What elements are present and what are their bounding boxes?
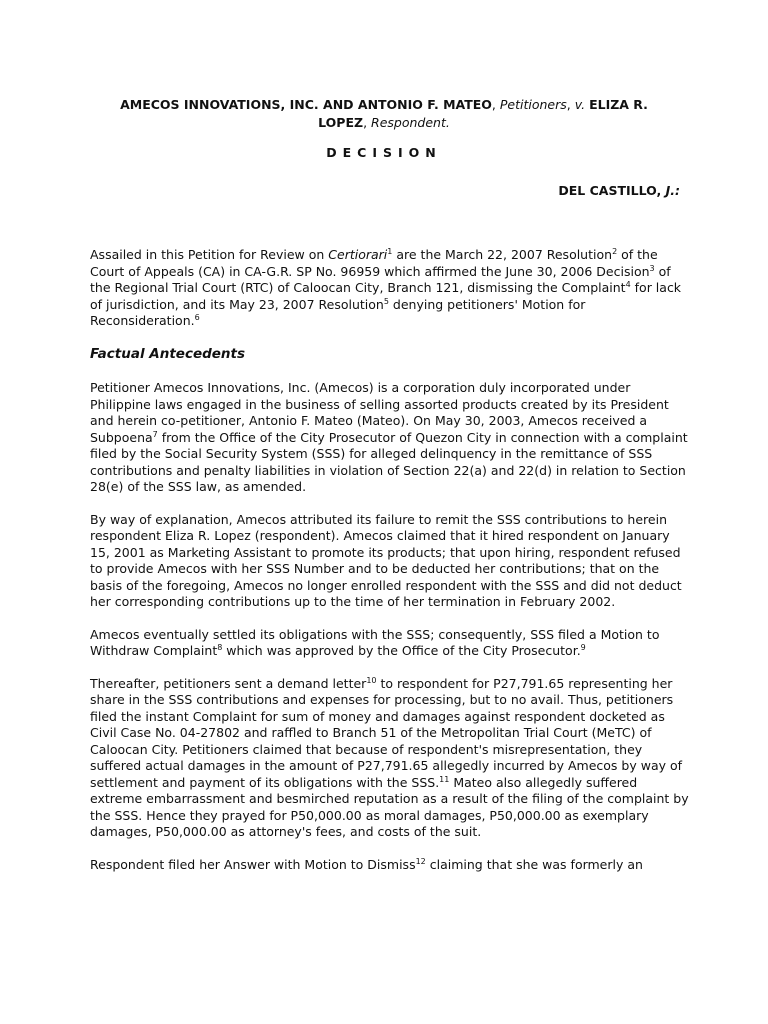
footnote-ref: 12 — [415, 856, 426, 866]
footnote-ref: 6 — [194, 312, 200, 322]
paragraph-4: Amecos eventually settled its obligations with the SSS; consequently, SSS filed a Motion to Withdraw Complaint$^8$ which was approved by the Office of the City Prosecutor.$^9$ — [90, 626, 660, 658]
respondent-name-last: LOPEZ — [318, 115, 364, 130]
footnote-ref: 4 — [625, 279, 631, 289]
paragraph-6: Respondent filed her Answer with Motion to Dismiss$^{12}$ claiming that she was formerly an — [90, 856, 643, 872]
paragraph-2: Petitioner Amecos Innovations, Inc. (Amecos) is a corporation duly incorporated under Philippine laws engaged in the business of selling assorted products created by its President and herein co-petitioner, Antonio F. Mateo (Mateo). On May 30, 2003, Amecos received a Subpoena$^7$ from the Office of the City Prosecutor of Quezon City in connection with a complaint filed by the Social Security System (SSS) for alleged delinquency in the remittance of SSS contributions and penalty liabilities in violation of Section 22(a) and 22(d) in relation to Section 28(e) of the SSS law, as amended. — [90, 380, 688, 494]
section-heading-factual-antecedents: Factual Antecedents — [90, 345, 246, 362]
footnote-ref: 5 — [383, 296, 389, 306]
footnote-ref: 11 — [439, 774, 450, 784]
footnote-ref: 3 — [649, 263, 655, 273]
footnote-ref: 1 — [387, 246, 393, 256]
paragraph-3: By way of explanation, Amecos attributed its failure to remit the SSS contributions to herein respondent Eliza R. Lopez (respondent). Amecos claimed that it hired respondent on January 15, 2001 as Marketing Assistant to promote its products; that upon hiring, respondent refused to provide Amecos with her SSS Number and to be deducted her contributions; that on the basis of the foregoing, Amecos no longer enrolled respondent with the SSS and did not deduct her corresponding contributions up to the time of her termination in February 2002. — [90, 511, 682, 609]
footnote-ref: 2 — [612, 246, 618, 256]
ponente — [558, 183, 680, 198]
decision-body — [90, 247, 690, 889]
footnote-ref: 10 — [366, 675, 377, 685]
footnote-ref: 8 — [217, 642, 223, 652]
paragraph-1: Assailed in this Petition for Review on Certiorari$^1$ are the March 22, 2007 Resolution$^2$ of the Court of Appeals (CA) in CA-G.R. SP No. 96959 which affirmed the June 30, 2006 Decision$^3$ of the Regional Trial Court (RTC) of Caloocan City, Branch 121, dismissing the Complaint$^4$ for lack of jurisdiction, and its May 23, 2007 Resolution$^5$ denying petitioners' Motion for Reconsideration.$^6$ — [90, 246, 682, 328]
paragraph-5: Thereafter, petitioners sent a demand letter$^{10}$ to respondent for P27,791.65 representing her share in the SSS contributions and expenses for processing, but to no avail. Thus, petitioners filed the instant Complaint for sum of money and damages against respondent docketed as Civil Case No. 04-27802 and raffled to Branch 51 of the Metropolitan Trial Court (MeTC) of Caloocan City. Petitioners claimed that because of respondent's misrepresentation, they suffered actual damages in the amount of P27,791.65 allegedly incurred by Amecos by way of settlement and payment of its obligations with the SSS.$^{11}$ Mateo also allegedly suffered extreme embarrassment and besmirched reputation as a result of the filing of the complaint by the SSS. Hence they prayed for P50,000.00 as moral damages, P50,000.00 as exemplary damages, P50,000.00 as attorney's fees, and costs of the suit. — [90, 675, 689, 839]
footnote-ref: 7 — [152, 429, 158, 439]
decision-title: DECISION — [326, 145, 442, 160]
petitioners-role: Petitioners — [499, 97, 567, 112]
footnote-ref: 9 — [580, 642, 586, 652]
ponente-title: J.: — [665, 183, 680, 198]
respondent-name-first: ELIZA R. — [589, 97, 648, 112]
case-caption: AMECOS INNOVATIONS, INC. AND ANTONIO F. MATEO, Petitioners, v. ELIZA R. LOPEZ, Respondent. — [120, 97, 648, 130]
respondent-role: Respondent. — [371, 115, 450, 130]
petitioners-names: AMECOS INNOVATIONS, INC. AND ANTONIO F. MATEO — [120, 97, 492, 112]
versus-label: v. — [574, 97, 586, 112]
ponente-name: DEL CASTILLO, — [558, 183, 662, 198]
